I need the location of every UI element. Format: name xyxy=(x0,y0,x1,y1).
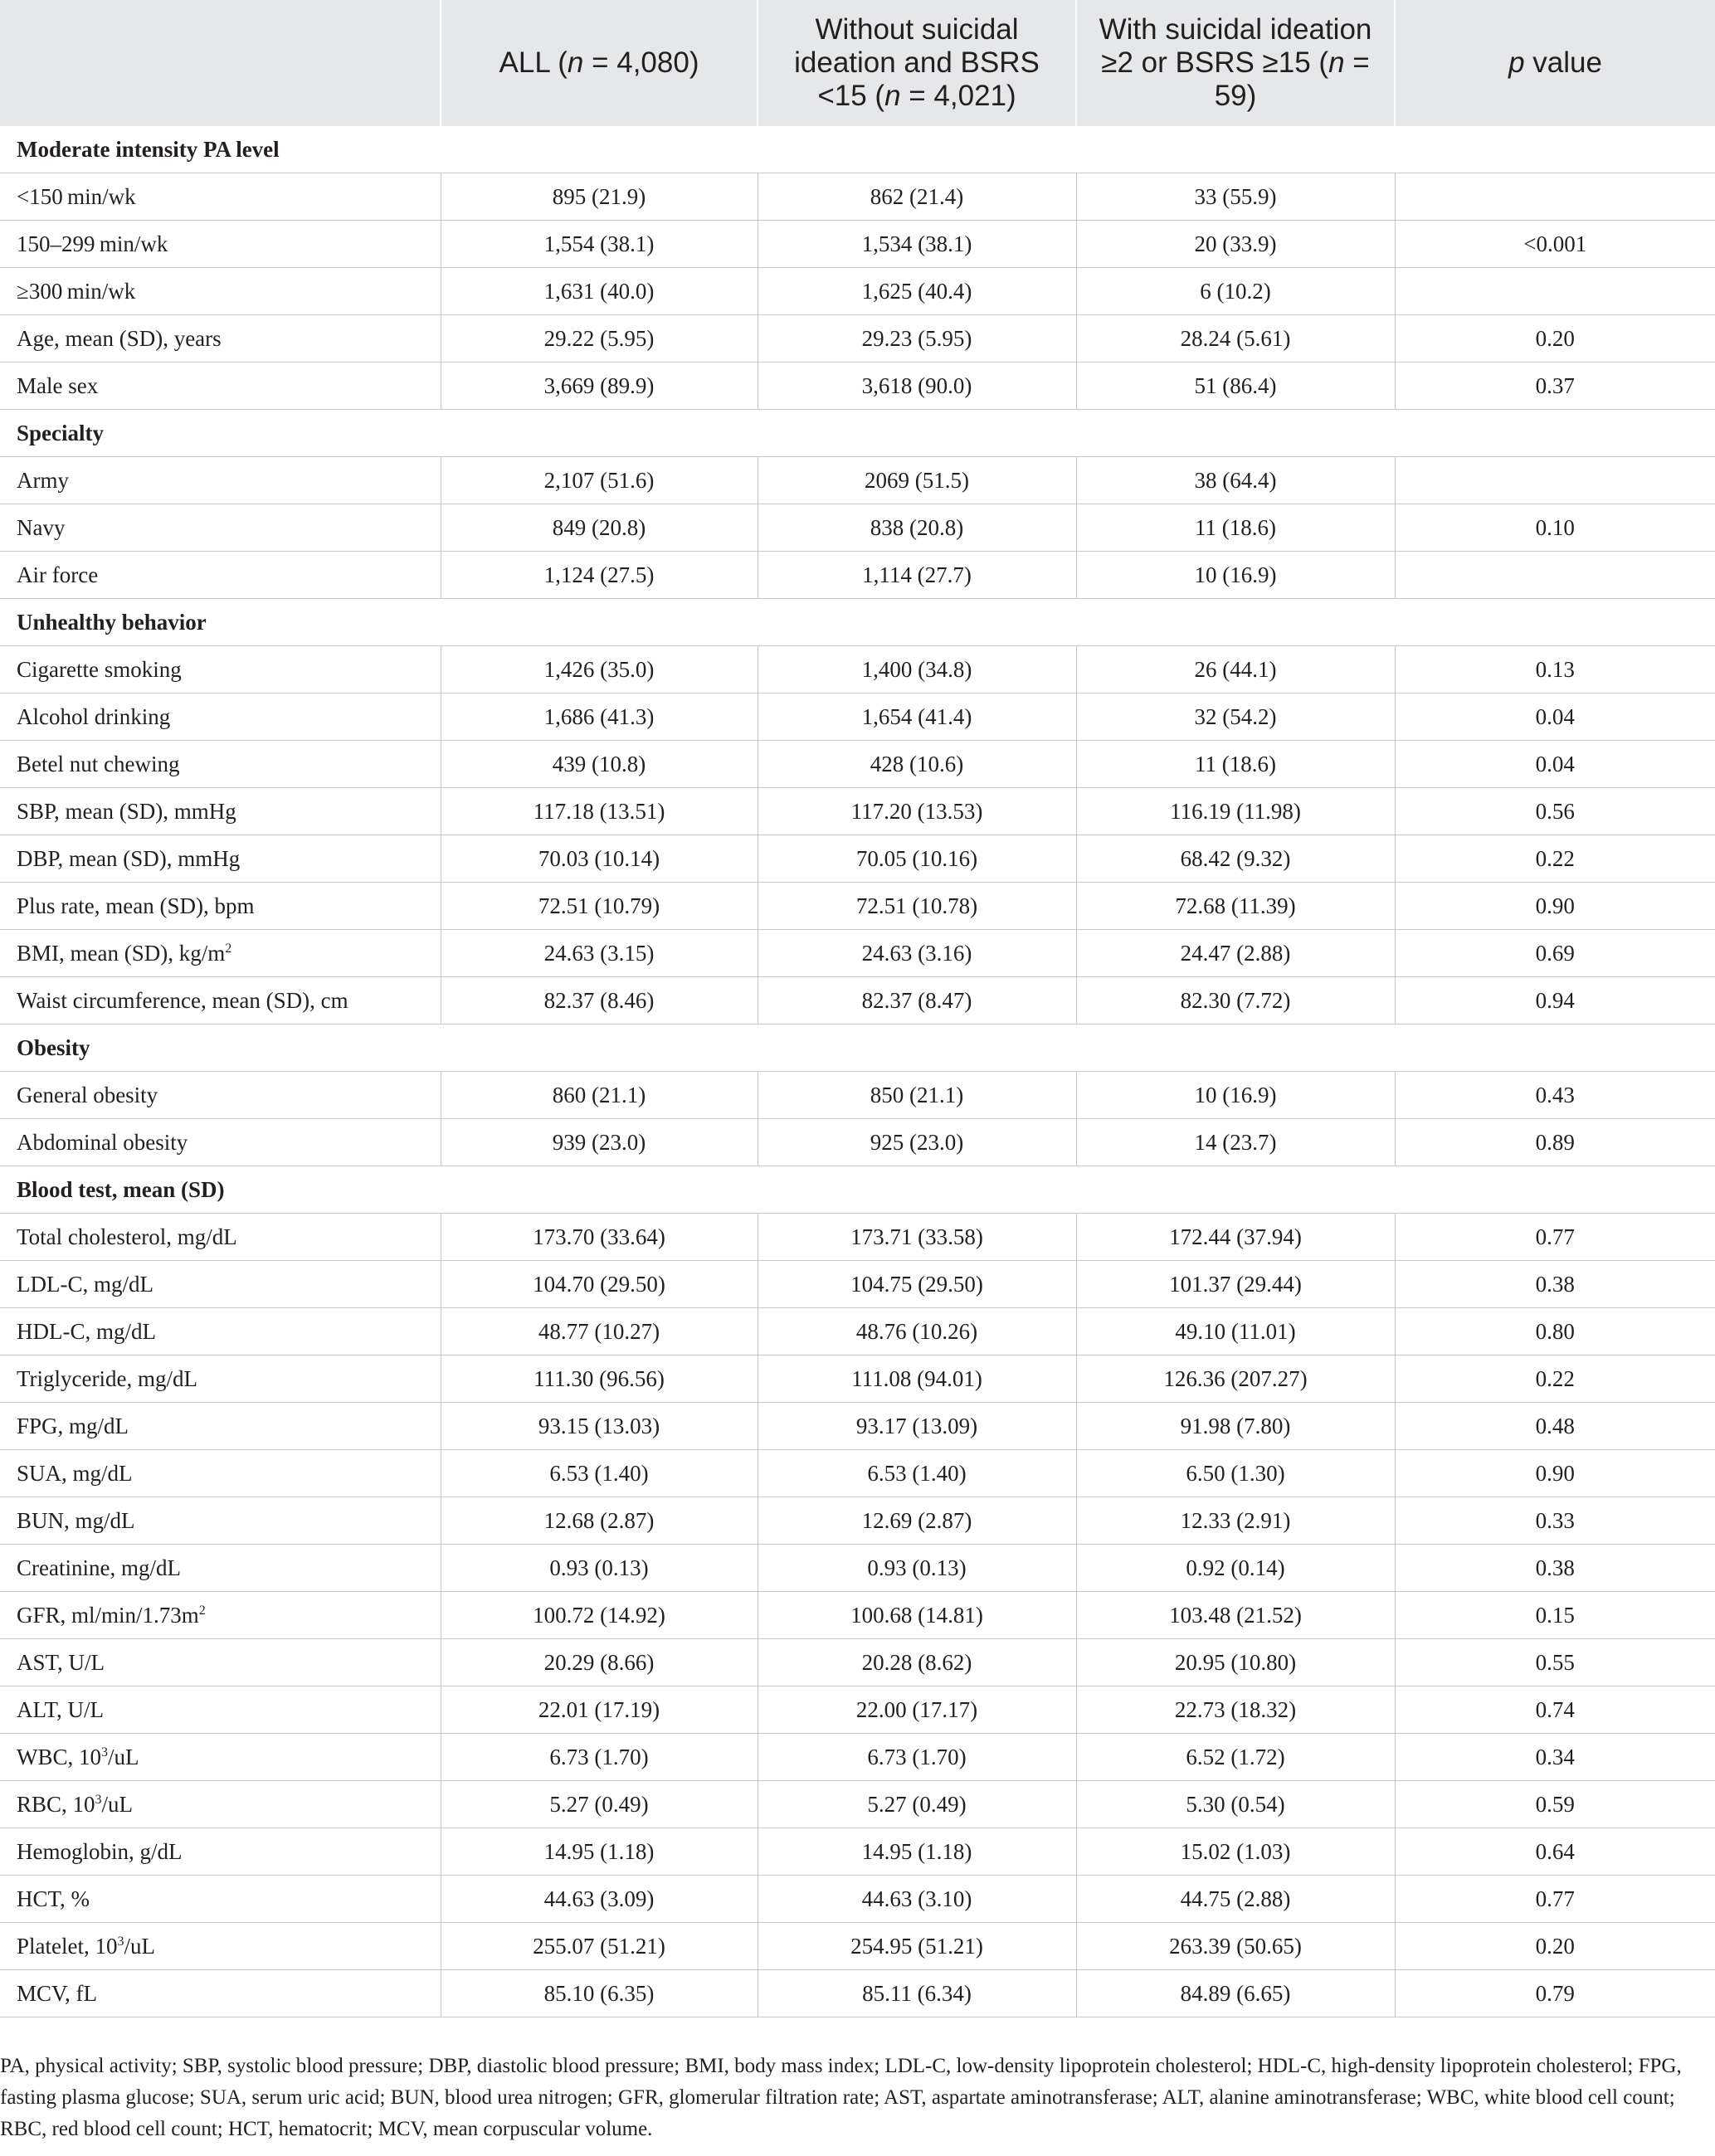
cell-with-ideation: 6.50 (1.30) xyxy=(1076,1450,1395,1497)
cell-with-ideation: 44.75 (2.88) xyxy=(1076,1876,1395,1923)
cell-all: 5.27 (0.49) xyxy=(441,1781,758,1828)
cell-with-ideation: 10 (16.9) xyxy=(1076,552,1395,599)
cell-without-ideation: 29.23 (5.95) xyxy=(758,315,1076,363)
row-label: GFR, $ml/\min/1.73m^2$ xyxy=(0,1592,441,1639)
cell-with-ideation: 103.48 (21.52) xyxy=(1076,1592,1395,1639)
cell-with-ideation: 10 (16.9) xyxy=(1076,1072,1395,1119)
cell-without-ideation: 1,114 (27.7) xyxy=(758,552,1076,599)
table-row xyxy=(0,1497,1715,1545)
cell-with-ideation: 22.73 (18.32) xyxy=(1076,1686,1395,1734)
cell-with-ideation: 38 (64.4) xyxy=(1076,457,1395,504)
cell-without-ideation: 93.17 (13.09) xyxy=(758,1403,1076,1450)
row-label: Abdominal obesity xyxy=(0,1119,441,1166)
cell-p-value: 0.20 xyxy=(1395,315,1715,363)
cell-without-ideation: 24.63 (3.16) xyxy=(758,930,1076,977)
cell-with-ideation: 172.44 (37.94) xyxy=(1076,1214,1395,1261)
row-label: DBP, mean (SD), mmHg xyxy=(0,835,441,883)
cell-p-value: <0.001 xyxy=(1395,221,1715,268)
cell-with-ideation: 72.68 (11.39) xyxy=(1076,883,1395,930)
cell-p-value: 0.33 xyxy=(1395,1497,1715,1545)
cell-with-ideation: 12.33 (2.91) xyxy=(1076,1497,1395,1545)
cell-all: 2,107 (51.6) xyxy=(441,457,758,504)
table-row xyxy=(0,1970,1715,2017)
cell-with-ideation: 0.92 (0.14) xyxy=(1076,1545,1395,1592)
cell-p-value: 0.77 xyxy=(1395,1214,1715,1261)
cell-p-value: 0.56 xyxy=(1395,788,1715,835)
cell-all: 1,686 (41.3) xyxy=(441,694,758,741)
cell-with-ideation: 26 (44.1) xyxy=(1076,646,1395,694)
cell-p-value: 0.59 xyxy=(1395,1781,1715,1828)
row-label: 150–299 min/wk xyxy=(0,221,441,268)
cell-p-value: 0.74 xyxy=(1395,1686,1715,1734)
cell-all: 939 (23.0) xyxy=(441,1119,758,1166)
cell-without-ideation: 20.28 (8.62) xyxy=(758,1639,1076,1686)
cell-with-ideation: 32 (54.2) xyxy=(1076,694,1395,741)
row-label: Air force xyxy=(0,552,441,599)
table-row xyxy=(0,363,1715,410)
table-row xyxy=(0,1261,1715,1308)
cell-with-ideation: 82.30 (7.72) xyxy=(1076,977,1395,1024)
row-label: Platelet, $10^3/uL$ xyxy=(0,1923,441,1970)
cell-without-ideation: 5.27 (0.49) xyxy=(758,1781,1076,1828)
cell-p-value: 0.38 xyxy=(1395,1545,1715,1592)
cell-p-value: 0.80 xyxy=(1395,1308,1715,1355)
cell-p-value: 0.15 xyxy=(1395,1592,1715,1639)
cell-p-value: 0.48 xyxy=(1395,1403,1715,1450)
section-label: Blood test, mean (SD) xyxy=(0,1166,1715,1214)
row-label: Army xyxy=(0,457,441,504)
row-label: LDL-C, mg/dL xyxy=(0,1261,441,1308)
table-row xyxy=(0,835,1715,883)
cell-with-ideation: 14 (23.7) xyxy=(1076,1119,1395,1166)
cell-all: 439 (10.8) xyxy=(441,741,758,788)
cell-with-ideation: 6.52 (1.72) xyxy=(1076,1734,1395,1781)
cell-with-ideation: 68.42 (9.32) xyxy=(1076,835,1395,883)
cell-all: 895 (21.9) xyxy=(441,173,758,221)
cell-with-ideation: 20 (33.9) xyxy=(1076,221,1395,268)
cell-p-value: 0.90 xyxy=(1395,883,1715,930)
table-row xyxy=(0,1072,1715,1119)
cell-all: 85.10 (6.35) xyxy=(441,1970,758,2017)
cell-p-value xyxy=(1395,552,1715,599)
cell-p-value: 0.77 xyxy=(1395,1876,1715,1923)
row-label: Navy xyxy=(0,504,441,552)
cell-with-ideation: 101.37 (29.44) xyxy=(1076,1261,1395,1308)
cell-p-value xyxy=(1395,173,1715,221)
row-label: <150 min/wk xyxy=(0,173,441,221)
cell-p-value: 0.22 xyxy=(1395,1355,1715,1403)
table-row xyxy=(0,694,1715,741)
section-row xyxy=(0,126,1715,173)
table-row xyxy=(0,173,1715,221)
row-label: Cigarette smoking xyxy=(0,646,441,694)
cell-p-value: 0.04 xyxy=(1395,741,1715,788)
section-label: Obesity xyxy=(0,1024,1715,1072)
cell-without-ideation: 82.37 (8.47) xyxy=(758,977,1076,1024)
cell-all: 849 (20.8) xyxy=(441,504,758,552)
cell-all: 1,426 (35.0) xyxy=(441,646,758,694)
row-label: HDL-C, mg/dL xyxy=(0,1308,441,1355)
cell-all: 24.63 (3.15) xyxy=(441,930,758,977)
cell-p-value: 0.22 xyxy=(1395,835,1715,883)
row-label: Hemoglobin, g/dL xyxy=(0,1828,441,1876)
table-row xyxy=(0,1545,1715,1592)
cell-with-ideation: 24.47 (2.88) xyxy=(1076,930,1395,977)
cell-without-ideation: 12.69 (2.87) xyxy=(758,1497,1076,1545)
header-without-ideation: Without suicidal ideation and BSRS <15 (n = 4,021) xyxy=(758,0,1076,126)
cell-all: 255.07 (51.21) xyxy=(441,1923,758,1970)
cell-all: 100.72 (14.92) xyxy=(441,1592,758,1639)
section-row xyxy=(0,1024,1715,1072)
table-row xyxy=(0,1592,1715,1639)
row-label: AST, U/L xyxy=(0,1639,441,1686)
table-row xyxy=(0,221,1715,268)
row-label: Male sex xyxy=(0,363,441,410)
cell-with-ideation: 15.02 (1.03) xyxy=(1076,1828,1395,1876)
table-row xyxy=(0,646,1715,694)
header-all: ALL (n = 4,080) xyxy=(441,0,758,126)
row-label: Waist circumference, mean (SD), cm xyxy=(0,977,441,1024)
cell-p-value: 0.10 xyxy=(1395,504,1715,552)
cell-without-ideation: 72.51 (10.78) xyxy=(758,883,1076,930)
cell-without-ideation: 0.93 (0.13) xyxy=(758,1545,1076,1592)
table-row xyxy=(0,457,1715,504)
table-row xyxy=(0,268,1715,315)
section-label: Specialty xyxy=(0,410,1715,457)
cell-without-ideation: 100.68 (14.81) xyxy=(758,1592,1076,1639)
cell-p-value: 0.20 xyxy=(1395,1923,1715,1970)
cell-p-value: 0.37 xyxy=(1395,363,1715,410)
cell-p-value: 0.89 xyxy=(1395,1119,1715,1166)
cell-without-ideation: 925 (23.0) xyxy=(758,1119,1076,1166)
cell-all: 104.70 (29.50) xyxy=(441,1261,758,1308)
table-row xyxy=(0,1639,1715,1686)
table-row xyxy=(0,1403,1715,1450)
cell-with-ideation: 126.36 (207.27) xyxy=(1076,1355,1395,1403)
cell-p-value: 0.90 xyxy=(1395,1450,1715,1497)
header-p-value: p value xyxy=(1395,0,1715,126)
cell-with-ideation: 11 (18.6) xyxy=(1076,741,1395,788)
cell-all: 1,631 (40.0) xyxy=(441,268,758,315)
cell-all: 20.29 (8.66) xyxy=(441,1639,758,1686)
cell-p-value: 0.94 xyxy=(1395,977,1715,1024)
cell-all: 117.18 (13.51) xyxy=(441,788,758,835)
row-label: SBP, mean (SD), mmHg xyxy=(0,788,441,835)
cell-all: 82.37 (8.46) xyxy=(441,977,758,1024)
cell-without-ideation: 428 (10.6) xyxy=(758,741,1076,788)
cell-all: 1,554 (38.1) xyxy=(441,221,758,268)
row-label: MCV, fL xyxy=(0,1970,441,2017)
cell-all: 111.30 (96.56) xyxy=(441,1355,758,1403)
table-row xyxy=(0,1119,1715,1166)
row-label: Age, mean (SD), years xyxy=(0,315,441,363)
table-row xyxy=(0,1734,1715,1781)
row-label: Triglyceride, mg/dL xyxy=(0,1355,441,1403)
cell-without-ideation: 1,400 (34.8) xyxy=(758,646,1076,694)
row-label: Total cholesterol, mg/dL xyxy=(0,1214,441,1261)
table-row xyxy=(0,315,1715,363)
cell-p-value: 0.64 xyxy=(1395,1828,1715,1876)
cell-without-ideation: 254.95 (51.21) xyxy=(758,1923,1076,1970)
cell-p-value: 0.79 xyxy=(1395,1970,1715,2017)
cell-all: 72.51 (10.79) xyxy=(441,883,758,930)
cell-without-ideation: 838 (20.8) xyxy=(758,504,1076,552)
table-body xyxy=(0,126,1715,2017)
cell-all: 93.15 (13.03) xyxy=(441,1403,758,1450)
table-row xyxy=(0,741,1715,788)
cell-p-value: 0.04 xyxy=(1395,694,1715,741)
cell-p-value: 0.34 xyxy=(1395,1734,1715,1781)
section-label: Unhealthy behavior xyxy=(0,599,1715,646)
cell-with-ideation: 263.39 (50.65) xyxy=(1076,1923,1395,1970)
cell-with-ideation: 20.95 (10.80) xyxy=(1076,1639,1395,1686)
cell-p-value: 0.43 xyxy=(1395,1072,1715,1119)
row-label: HCT, % xyxy=(0,1876,441,1923)
row-label: Alcohol drinking xyxy=(0,694,441,741)
cell-all: 6.53 (1.40) xyxy=(441,1450,758,1497)
cell-without-ideation: 22.00 (17.17) xyxy=(758,1686,1076,1734)
row-label: Betel nut chewing xyxy=(0,741,441,788)
cell-without-ideation: 85.11 (6.34) xyxy=(758,1970,1076,2017)
row-label: ALT, U/L xyxy=(0,1686,441,1734)
row-label: BMI, mean (SD), $kg/m^2$ xyxy=(0,930,441,977)
row-label: Creatinine, mg/dL xyxy=(0,1545,441,1592)
cell-p-value: 0.13 xyxy=(1395,646,1715,694)
header-variable xyxy=(0,0,441,126)
cell-all: 48.77 (10.27) xyxy=(441,1308,758,1355)
header-with-ideation: With suicidal ideation ≥2 or BSRS ≥15 (n = 59) xyxy=(1076,0,1395,126)
section-row xyxy=(0,410,1715,457)
cell-with-ideation: 5.30 (0.54) xyxy=(1076,1781,1395,1828)
cell-without-ideation: 2069 (51.5) xyxy=(758,457,1076,504)
table-row xyxy=(0,1355,1715,1403)
cell-without-ideation: 6.53 (1.40) xyxy=(758,1450,1076,1497)
table-row xyxy=(0,1214,1715,1261)
cell-all: 3,669 (89.9) xyxy=(441,363,758,410)
cell-p-value xyxy=(1395,268,1715,315)
cell-p-value: 0.55 xyxy=(1395,1639,1715,1686)
cell-all: 29.22 (5.95) xyxy=(441,315,758,363)
cell-without-ideation: 44.63 (3.10) xyxy=(758,1876,1076,1923)
cell-without-ideation: 862 (21.4) xyxy=(758,173,1076,221)
row-label: FPG, mg/dL xyxy=(0,1403,441,1450)
table-row xyxy=(0,552,1715,599)
table-header-row xyxy=(0,0,1715,126)
cell-with-ideation: 116.19 (11.98) xyxy=(1076,788,1395,835)
cell-all: 0.93 (0.13) xyxy=(441,1545,758,1592)
row-label: ≥300 min/wk xyxy=(0,268,441,315)
cell-with-ideation: 28.24 (5.61) xyxy=(1076,315,1395,363)
cell-all: 1,124 (27.5) xyxy=(441,552,758,599)
table-row xyxy=(0,977,1715,1024)
row-label: BUN, mg/dL xyxy=(0,1497,441,1545)
cell-without-ideation: 70.05 (10.16) xyxy=(758,835,1076,883)
cell-with-ideation: 91.98 (7.80) xyxy=(1076,1403,1395,1450)
cell-all: 44.63 (3.09) xyxy=(441,1876,758,1923)
cell-without-ideation: 850 (21.1) xyxy=(758,1072,1076,1119)
cell-all: 22.01 (17.19) xyxy=(441,1686,758,1734)
row-label: Plus rate, mean (SD), bpm xyxy=(0,883,441,930)
cell-with-ideation: 49.10 (11.01) xyxy=(1076,1308,1395,1355)
cell-p-value: 0.38 xyxy=(1395,1261,1715,1308)
table-row xyxy=(0,930,1715,977)
table-row xyxy=(0,1308,1715,1355)
cell-without-ideation: 6.73 (1.70) xyxy=(758,1734,1076,1781)
cell-with-ideation: 6 (10.2) xyxy=(1076,268,1395,315)
row-label: SUA, mg/dL xyxy=(0,1450,441,1497)
cell-all: 14.95 (1.18) xyxy=(441,1828,758,1876)
section-row xyxy=(0,1166,1715,1214)
row-label: RBC, $10^3/uL$ xyxy=(0,1781,441,1828)
section-label: Moderate intensity PA level xyxy=(0,126,1715,173)
section-row xyxy=(0,599,1715,646)
table-row xyxy=(0,1450,1715,1497)
cell-without-ideation: 48.76 (10.26) xyxy=(758,1308,1076,1355)
cell-all: 173.70 (33.64) xyxy=(441,1214,758,1261)
table-row xyxy=(0,504,1715,552)
table-row xyxy=(0,883,1715,930)
table-footnote: PA, physical activity; SBP, systolic blood pressure; DBP, diastolic blood pressure; BMI, body mass index; LDL-C, low-density lipoprotein cholesterol; HDL-C, high-density lipoprotein cholesterol; FPG, fasting plasma glucose; SUA, serum uric acid; BUN, blood urea nitrogen; GFR, glomerular filtration rate; AST, aspartate aminotransferase; ALT, alanine aminotransferase; WBC, white blood cell count; RBC, red blood cell count; HCT, hematocrit; MCV, mean corpuscular volume. xyxy=(0,2055,1682,2140)
cell-with-ideation: 11 (18.6) xyxy=(1076,504,1395,552)
table-row xyxy=(0,1686,1715,1734)
cell-without-ideation: 1,625 (40.4) xyxy=(758,268,1076,315)
cell-without-ideation: 3,618 (90.0) xyxy=(758,363,1076,410)
cell-all: 6.73 (1.70) xyxy=(441,1734,758,1781)
cell-p-value: 0.69 xyxy=(1395,930,1715,977)
cell-with-ideation: 84.89 (6.65) xyxy=(1076,1970,1395,2017)
cell-all: 860 (21.1) xyxy=(441,1072,758,1119)
table-row xyxy=(0,1923,1715,1970)
cell-with-ideation: 33 (55.9) xyxy=(1076,173,1395,221)
cell-without-ideation: 14.95 (1.18) xyxy=(758,1828,1076,1876)
cell-without-ideation: 173.71 (33.58) xyxy=(758,1214,1076,1261)
table-row xyxy=(0,788,1715,835)
cell-without-ideation: 104.75 (29.50) xyxy=(758,1261,1076,1308)
cell-with-ideation: 51 (86.4) xyxy=(1076,363,1395,410)
cell-without-ideation: 117.20 (13.53) xyxy=(758,788,1076,835)
table-row xyxy=(0,1876,1715,1923)
table-row xyxy=(0,1828,1715,1876)
cell-without-ideation: 111.08 (94.01) xyxy=(758,1355,1076,1403)
row-label: WBC, $10^3/uL$ xyxy=(0,1734,441,1781)
cell-without-ideation: 1,654 (41.4) xyxy=(758,694,1076,741)
table-row xyxy=(0,1781,1715,1828)
cell-p-value xyxy=(1395,457,1715,504)
cell-without-ideation: 1,534 (38.1) xyxy=(758,221,1076,268)
row-label: General obesity xyxy=(0,1072,441,1119)
cell-all: 12.68 (2.87) xyxy=(441,1497,758,1545)
cell-all: 70.03 (10.14) xyxy=(441,835,758,883)
